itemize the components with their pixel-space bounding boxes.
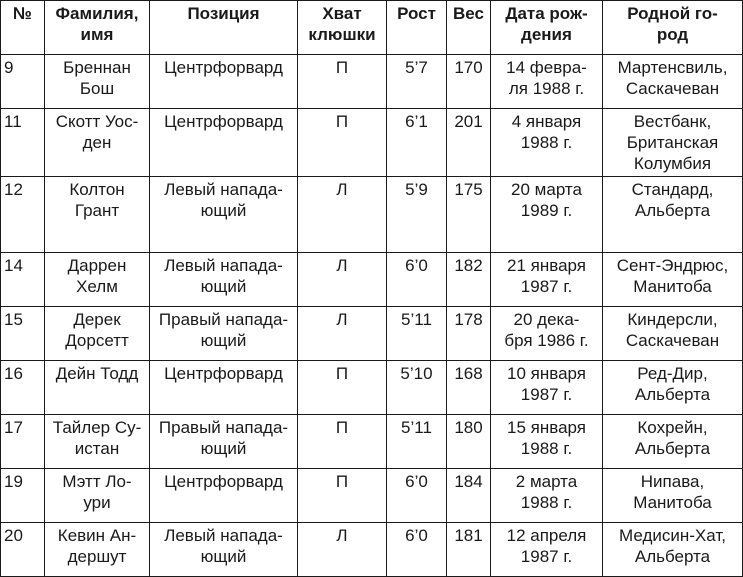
player-birth-date: 15 января 1988 г. <box>491 415 603 469</box>
player-birth-date: 2 марта 1988 г. <box>491 469 603 523</box>
player-position: Правый напада- ющий <box>150 307 298 361</box>
player-name: Скотт Уос- ден <box>45 109 150 177</box>
player-hometown: Кохрейн, Альберта <box>603 415 743 469</box>
player-position: Левый напада- ющий <box>150 523 298 577</box>
player-name: Кевин Ан- дершут <box>45 523 150 577</box>
player-position: Левый напада- ющий <box>150 253 298 307</box>
table-row <box>1 109 743 177</box>
table-row <box>1 415 743 469</box>
player-name: Бреннан Бош <box>45 55 150 109</box>
table-row <box>1 469 743 523</box>
player-weight: 170 <box>447 55 491 109</box>
player-position: Правый напада- ющий <box>150 415 298 469</box>
player-weight: 175 <box>447 177 491 253</box>
player-height: 5’7 <box>387 55 447 109</box>
player-birth-date: 12 апреля 1987 г. <box>491 523 603 577</box>
player-birth-date: 10 января 1987 г. <box>491 361 603 415</box>
player-birth-date: 4 января 1988 г. <box>491 109 603 177</box>
player-weight: 182 <box>447 253 491 307</box>
player-name: Тайлер Су- истан <box>45 415 150 469</box>
player-grip: П <box>298 415 387 469</box>
header-birth-date: Дата рож- дения <box>491 1 603 55</box>
header-position: Позиция <box>150 1 298 55</box>
table-row <box>1 523 743 577</box>
player-grip: Л <box>298 253 387 307</box>
player-birth-date: 14 февра- ля 1988 г. <box>491 55 603 109</box>
table-row <box>1 55 743 109</box>
player-name: Дерек Дорсетт <box>45 307 150 361</box>
player-birth-date: 20 марта 1989 г. <box>491 177 603 253</box>
player-number: 12 <box>1 177 45 253</box>
player-grip: Л <box>298 307 387 361</box>
player-grip: Л <box>298 523 387 577</box>
header-hometown: Родной го- род <box>603 1 743 55</box>
player-birth-date: 21 января 1987 г. <box>491 253 603 307</box>
player-weight: 184 <box>447 469 491 523</box>
player-height: 6’1 <box>387 109 447 177</box>
player-position: Центрфорвард <box>150 55 298 109</box>
header-height: Рост <box>387 1 447 55</box>
player-hometown: Сент-Эндрюс, Манитоба <box>603 253 743 307</box>
player-height: 6’0 <box>387 253 447 307</box>
player-number: 15 <box>1 307 45 361</box>
player-number: 20 <box>1 523 45 577</box>
player-grip: Л <box>298 177 387 253</box>
player-name: Колтон Грант <box>45 177 150 253</box>
player-hometown: Мартенсвиль, Саскачеван <box>603 55 743 109</box>
header-name: Фамилия, имя <box>45 1 150 55</box>
table-row <box>1 253 743 307</box>
header-number: № <box>1 1 45 55</box>
player-height: 6’0 <box>387 469 447 523</box>
player-hometown: Стандард, Альберта <box>603 177 743 253</box>
player-name: Мэтт Ло- ури <box>45 469 150 523</box>
header-row <box>1 1 743 55</box>
player-hometown: Вестбанк, Британская Колумбия <box>603 109 743 177</box>
player-weight: 180 <box>447 415 491 469</box>
player-hometown: Ред-Дир, Альберта <box>603 361 743 415</box>
player-birth-date: 20 дека- бря 1986 г. <box>491 307 603 361</box>
player-grip: П <box>298 109 387 177</box>
player-weight: 201 <box>447 109 491 177</box>
player-height: 5’9 <box>387 177 447 253</box>
player-position: Левый напада- ющий <box>150 177 298 253</box>
player-number: 14 <box>1 253 45 307</box>
player-hometown: Киндерсли, Саскачеван <box>603 307 743 361</box>
table-row <box>1 177 743 253</box>
player-hometown: Нипава, Манитоба <box>603 469 743 523</box>
player-weight: 178 <box>447 307 491 361</box>
player-position: Центрфорвард <box>150 109 298 177</box>
player-name: Даррен Хелм <box>45 253 150 307</box>
player-position: Центрфорвард <box>150 469 298 523</box>
player-name: Дейн Тодд <box>45 361 150 415</box>
player-number: 16 <box>1 361 45 415</box>
player-hometown: Медисин-Хат, Альберта <box>603 523 743 577</box>
player-position: Центрфорвард <box>150 361 298 415</box>
player-number: 17 <box>1 415 45 469</box>
player-number: 19 <box>1 469 45 523</box>
player-grip: П <box>298 361 387 415</box>
player-weight: 181 <box>447 523 491 577</box>
player-height: 5’10 <box>387 361 447 415</box>
player-number: 11 <box>1 109 45 177</box>
header-weight: Вес <box>447 1 491 55</box>
table-row <box>1 307 743 361</box>
player-grip: П <box>298 469 387 523</box>
player-number: 9 <box>1 55 45 109</box>
player-grip: П <box>298 55 387 109</box>
player-height: 5’11 <box>387 415 447 469</box>
player-height: 5’11 <box>387 307 447 361</box>
player-height: 6’0 <box>387 523 447 577</box>
player-weight: 168 <box>447 361 491 415</box>
table-row <box>1 361 743 415</box>
header-grip: Хват клюшки <box>298 1 387 55</box>
